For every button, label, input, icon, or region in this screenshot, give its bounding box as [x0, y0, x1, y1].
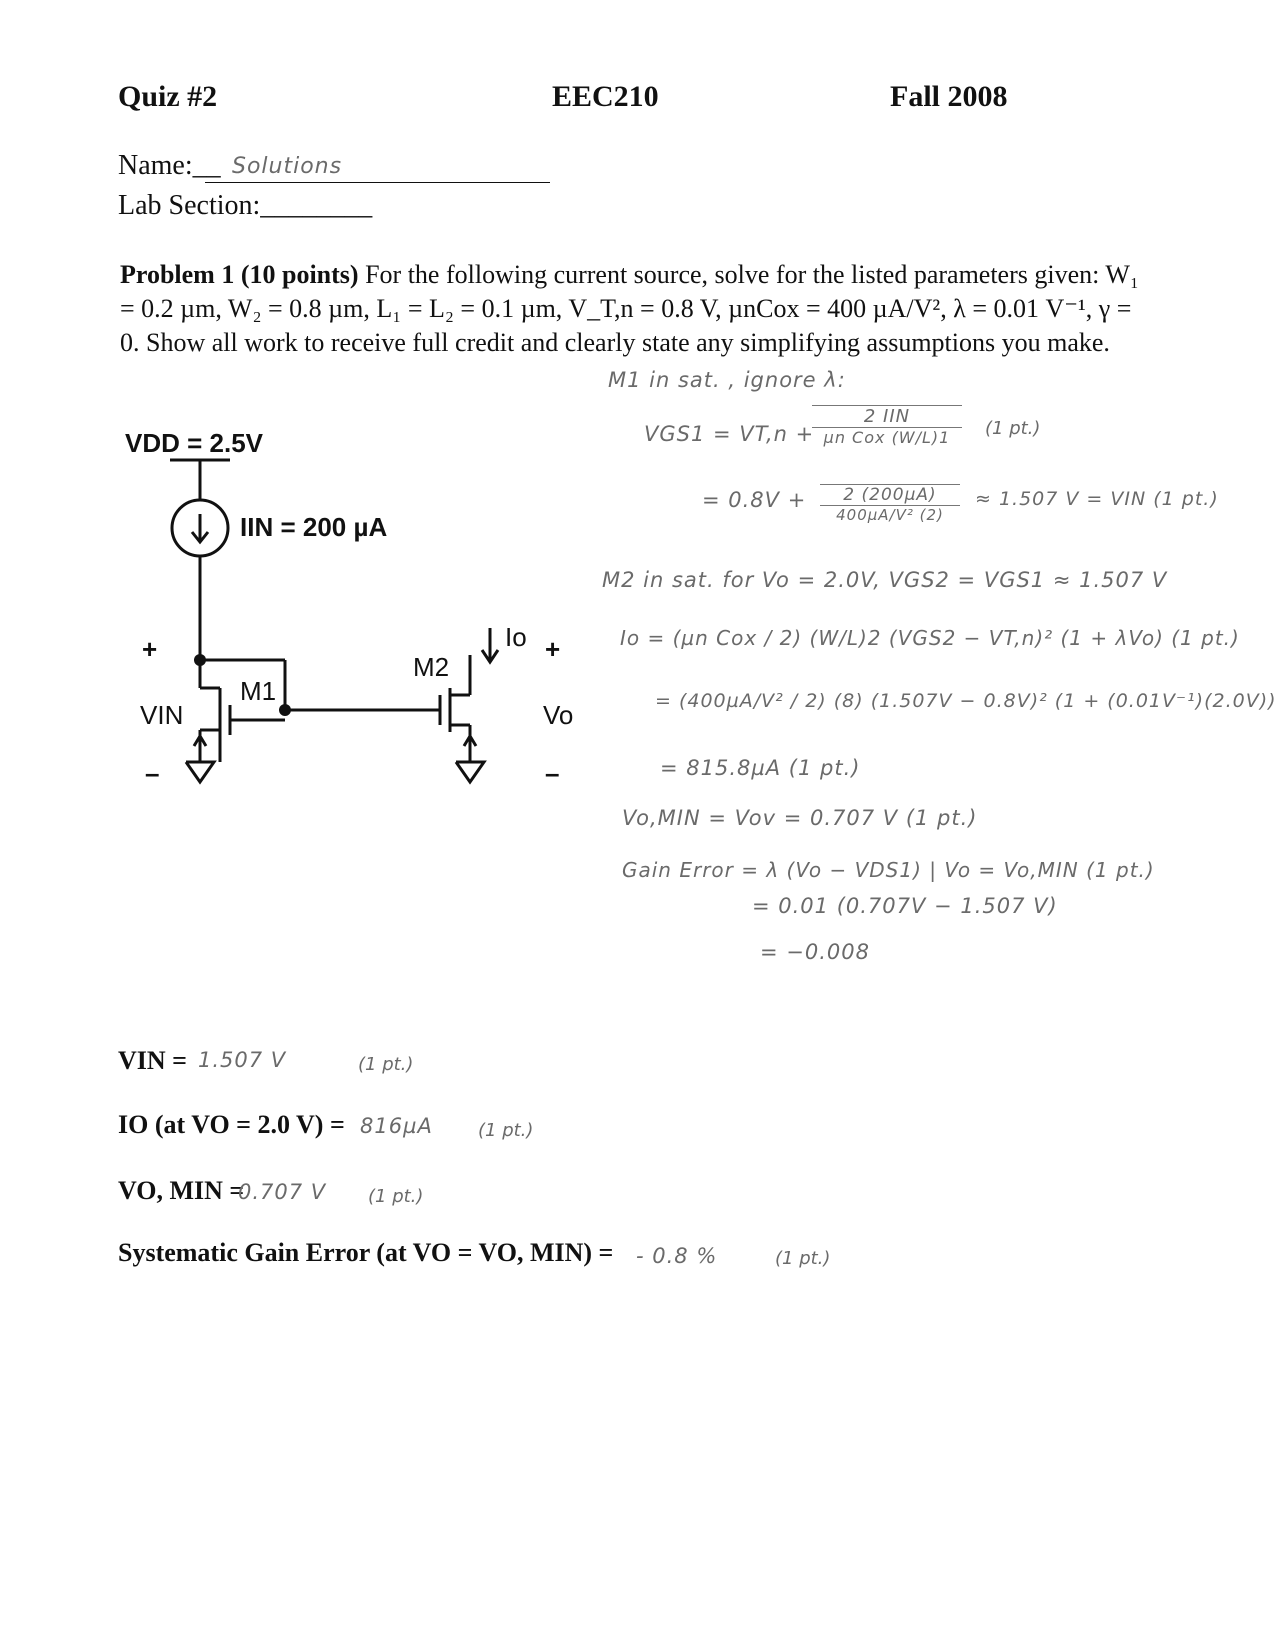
- work-line-11: = −0.008: [760, 940, 870, 964]
- io-label: Io: [505, 622, 527, 652]
- work-line-2-lhs: VGS1 = VT,n +: [644, 422, 815, 446]
- work-line-4: M2 in sat. for Vo = 2.0V, VGS2 = VGS1 ≈ 1.507 V: [602, 568, 1168, 592]
- work-line-9: Gain Error = λ (Vo − VDS1) | Vo = Vo,MIN (1 pt.): [622, 858, 1155, 882]
- work-line-5: Io = (µn Cox / 2) (W/L)2 (VGS2 − VT,n)² (1 + λVo) (1 pt.): [620, 626, 1240, 650]
- quiz-number: Quiz #2: [118, 80, 218, 113]
- answer-gain-points: (1 pt.): [775, 1248, 831, 1269]
- name-label: Name:__: [118, 150, 221, 181]
- sqrt-fraction-1: [812, 405, 962, 447]
- work-line-7: = 815.8µA (1 pt.): [660, 756, 861, 780]
- fraction-denominator: µn Cox (W/L)1: [823, 428, 951, 447]
- work-line-1: M1 in sat. , ignore λ:: [608, 368, 846, 392]
- vo-plus: +: [545, 634, 561, 664]
- points-note: (1 pt.): [985, 418, 1041, 439]
- vin-plus: +: [142, 634, 158, 664]
- iin-label: IIN = 200 µA: [240, 512, 388, 542]
- answer-io-points: (1 pt.): [478, 1120, 534, 1141]
- vin-minus: –: [145, 758, 160, 788]
- fraction-numerator: 2 (200µA): [820, 484, 960, 506]
- answer-gain-label: Systematic Gain Error (at VO = VO, MIN) =: [118, 1238, 614, 1267]
- sqrt-fraction-2: [820, 484, 960, 524]
- answer-vomin-value: 0.707 V: [238, 1180, 327, 1204]
- name-underline: [205, 182, 550, 183]
- vdd-label: VDD = 2.5V: [125, 428, 264, 458]
- answer-gain-value: - 0.8 %: [636, 1244, 718, 1268]
- course-code: EEC210: [552, 80, 659, 113]
- lab-section-label: Lab Section:________: [118, 190, 373, 221]
- term: Fall 2008: [890, 80, 1008, 113]
- vo-minus: –: [545, 758, 560, 788]
- work-line-3-rhs: ≈ 1.507 V = VIN (1 pt.): [975, 488, 1219, 510]
- answer-vin-value: 1.507 V: [198, 1048, 287, 1072]
- problem-statement: [120, 258, 1140, 360]
- fraction-denominator: 400µA/V² (2): [836, 506, 944, 524]
- name-value: Solutions: [232, 154, 343, 179]
- answer-vin-label: VIN =: [118, 1046, 187, 1075]
- work-line-8: Vo,MIN = Vov = 0.707 V (1 pt.): [622, 806, 978, 830]
- answer-vomin-points: (1 pt.): [368, 1186, 424, 1207]
- problem-title: Problem 1 (10 points): [120, 260, 359, 289]
- work-line-3-lhs: = 0.8V +: [702, 488, 807, 512]
- answer-io-value: 816µA: [360, 1114, 433, 1138]
- work-line-6: = (400µA/V² / 2) (8) (1.507V − 0.8V)² (1 + (0.01V⁻¹)(2.0V)): [655, 690, 1277, 712]
- node-dot: [194, 654, 206, 666]
- problem-text: For the following current source, solve for the listed parameters given: W₁ = 0.2 µm, W₂ = 0.8 µm, L₁ = L₂ = 0.1 µm, V_T,n = 0.8 V, µnCox = 400 µA/V², λ = 0.01 V⁻¹, γ = 0. Show all work to receive full credit and clearly state any simplifying assumptions you make.: [120, 260, 1139, 357]
- answer-vin-points: (1 pt.): [358, 1054, 414, 1075]
- m1-label: M1: [240, 676, 277, 706]
- current-mirror-schematic: [110, 410, 610, 810]
- vo-label: Vo: [543, 700, 574, 730]
- node-dot: [279, 704, 291, 716]
- answer-vomin-label: VO, MIN =: [118, 1176, 245, 1205]
- vin-label: VIN: [140, 700, 184, 730]
- fraction-numerator: 2 IIN: [812, 405, 962, 428]
- answer-io-label: IO (at VO = 2.0 V) =: [118, 1110, 345, 1139]
- m2-label: M2: [413, 652, 450, 682]
- work-line-10: = 0.01 (0.707V − 1.507 V): [752, 894, 1058, 918]
